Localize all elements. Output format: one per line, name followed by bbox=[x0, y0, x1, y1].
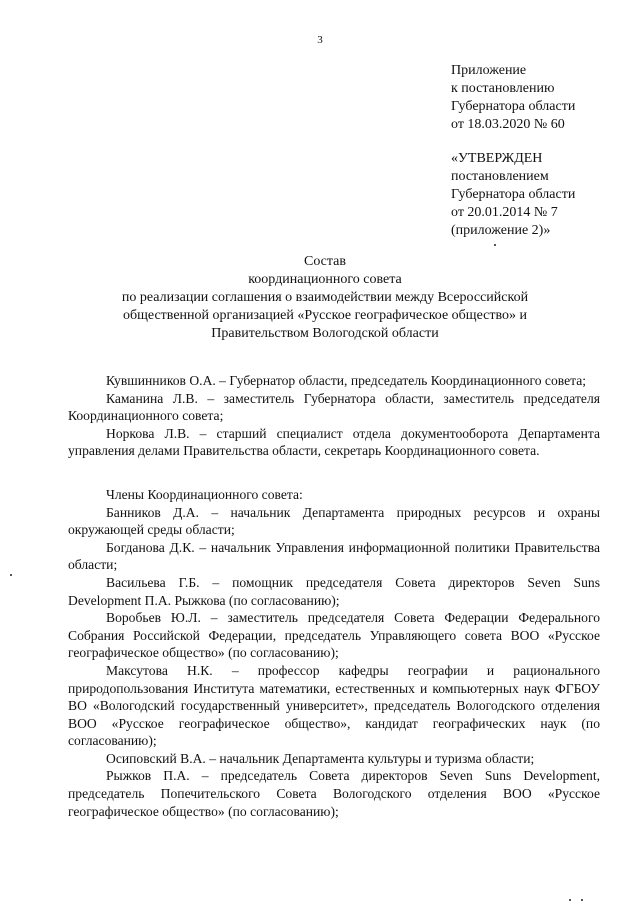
member-item: Рыжков П.А. – председатель Совета директоров Seven Suns Development, председатель Попечительского Совета Вологодского отделения ВОО «Русское географическое общество» (по согласованию); bbox=[68, 768, 600, 819]
section-gap bbox=[68, 460, 600, 486]
scan-speck bbox=[10, 574, 12, 576]
approved-line: от 20.01.2014 № 7 bbox=[451, 205, 558, 220]
member-item: Максутова Н.К. – профессор кафедры географии и рационального природопользования Института математики, естественных и компьютерных наук ФГБОУ ВО «Вологодский государственный университет», председатель Вологодского отделения ВОО «Русское географическое общество», кандидат географических наук (по согласованию); bbox=[68, 662, 600, 749]
title-line: координационного совета bbox=[248, 272, 402, 287]
approved-block bbox=[451, 150, 631, 240]
appendix-block bbox=[451, 62, 631, 134]
leadership-item: Каманина Л.В. – заместитель Губернатора области, заместитель председателя Координационного совета; bbox=[68, 390, 600, 424]
document-title bbox=[90, 253, 560, 343]
member-item: Воробьев Ю.Л. – заместитель председателя Совета Федерации Федерального Собрания Российской Федерации, председатель Управляющего совета ВОО «Русское географическое общество» (по согласованию); bbox=[68, 610, 600, 661]
scan-speck bbox=[494, 244, 496, 246]
title-line: общественной организацией «Русское географическое общество» и bbox=[123, 308, 527, 323]
leadership-item: Норкова Л.В. – старший специалист отдела документооборота Департамента управления делами Правительства области, секретарь Координационного совета. bbox=[68, 425, 600, 459]
title-line: по реализации соглашения о взаимодействии между Всероссийской bbox=[121, 290, 529, 305]
scan-speck bbox=[581, 899, 583, 901]
member-item: Богданова Д.К. – начальник Управления информационной политики Правительства области; bbox=[68, 539, 600, 573]
leadership-item: Кувшинников О.А. – Губернатор области, председатель Координационного совета; bbox=[106, 373, 587, 388]
appendix-line: Приложение bbox=[451, 63, 527, 78]
appendix-line: от 18.03.2020 № 60 bbox=[451, 117, 565, 132]
scan-speck bbox=[569, 899, 571, 901]
member-item: Банников Д.А. – начальник Департамента природных ресурсов и охраны окружающей среды области; bbox=[68, 504, 600, 538]
member-item: Осиповский В.А. – начальник Департамента культуры и туризма области; bbox=[106, 750, 535, 766]
members-heading: Члены Координационного совета: bbox=[106, 486, 303, 502]
approved-line: «УТВЕРЖДЕН bbox=[451, 151, 543, 166]
page-number: 3 bbox=[317, 34, 323, 46]
approved-line: Губернатора области bbox=[451, 187, 576, 202]
title-line: Правительством Вологодской области bbox=[211, 326, 439, 341]
approved-line: постановлением bbox=[451, 169, 549, 184]
member-item: Васильева Г.Б. – помощник председателя Совета директоров Seven Suns Development П.А. Рыжкова (по согласованию); bbox=[68, 574, 600, 608]
appendix-line: к постановлению bbox=[451, 81, 555, 96]
approved-line: (приложение 2)» bbox=[451, 223, 551, 238]
title-line: Состав bbox=[303, 254, 346, 269]
council-composition bbox=[68, 372, 600, 820]
appendix-line: Губернатора области bbox=[451, 99, 576, 114]
